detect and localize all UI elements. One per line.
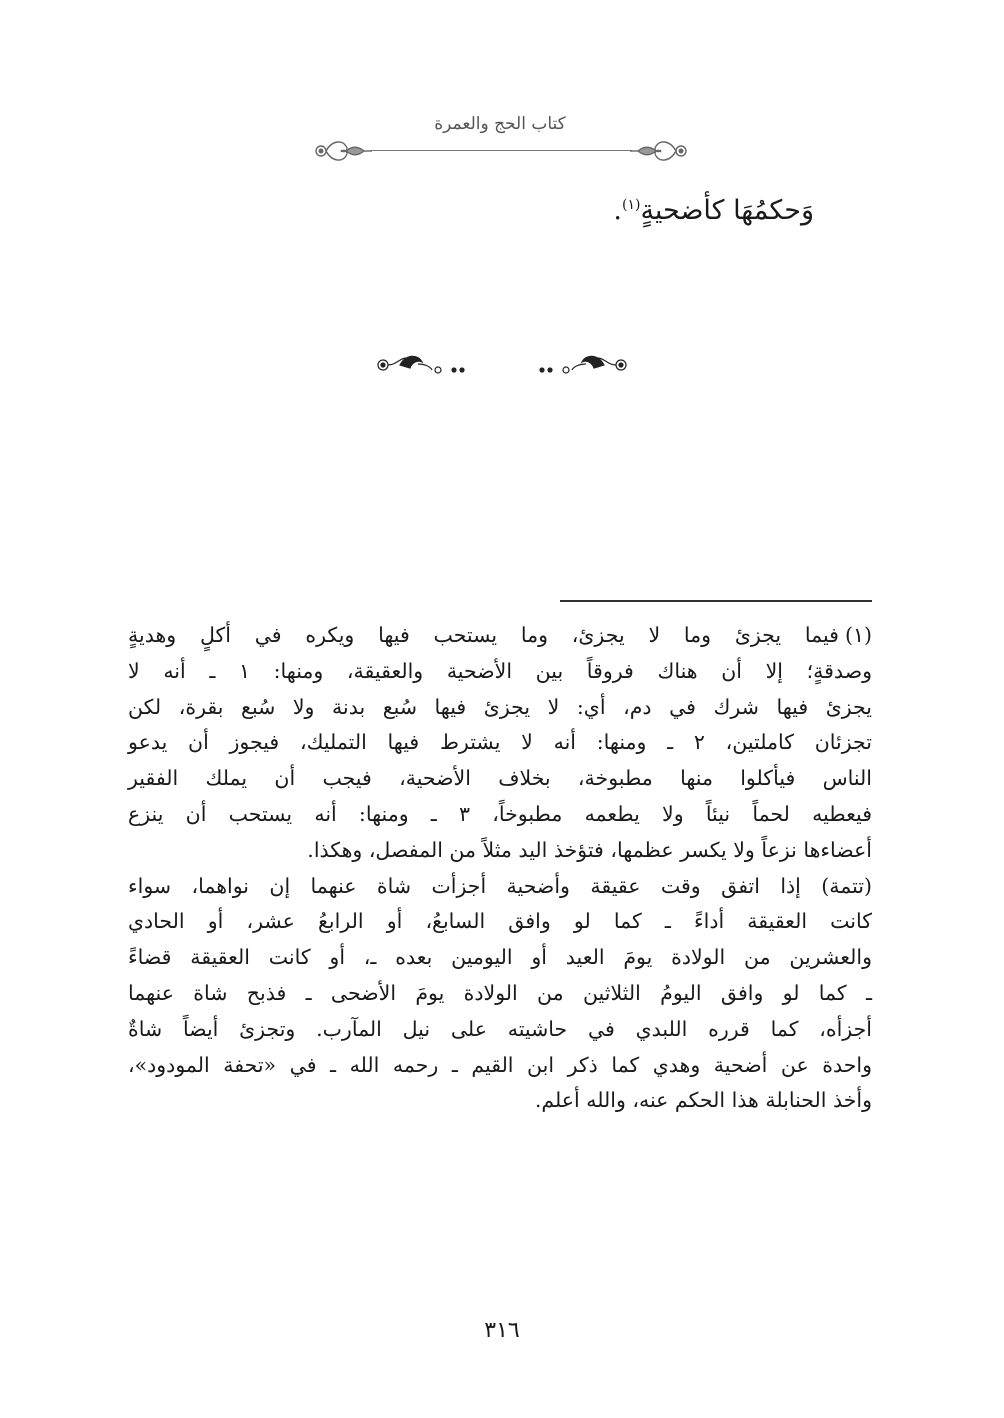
footnote-line: أجزأه، كما قرره اللبدي في حاشيته على نيل المآرب. وتجزئ أيضاً شاةٌ [128,1016,872,1041]
footnote-line: كانت العقيقة أداءً ـ كما لو وافق السابعُ، أو الرابعُ عشر، أو الحادي [128,909,872,934]
book-title: كتاب الحج والعمرة [434,114,566,134]
footnote-line: ـ كما لو وافق اليومُ الثلاثين من الولادة يومَ الأضحى ـ فذبح شاة عنهما [128,980,872,1005]
footnote-line: أعضاءها نزعاً ولا يكسر عظمها، فتؤخذ اليد مثلاً من المفصل، وهكذا. [307,837,872,862]
end-mark: . [613,195,622,226]
header-rule [370,150,632,151]
footnote-number: (١) [844,623,872,647]
page-number: ٣١٦ [484,1318,520,1343]
footnote-reference[interactable]: (١) [621,197,641,213]
header-ornament-right-icon [630,134,690,168]
main-text: وَحكمُهَا كأضحيةٍ [640,195,814,226]
footnote-line: (١)فيما يجزئ وما لا يجزئ، وما يستحب فيها ويكره في أكلٍ وهديةٍ [128,623,872,647]
footnote-separator [560,600,872,602]
footnote-line: تجزئان كاملتين، ٢ ـ ومنها: أنه لا يشترط فيها التمليك، فيجوز أن يدعو [128,730,872,755]
footnote-line: (تتمة) إذا اتفق وقت عقيقة وأضحية أجزأت شاة عنهما إن نواهما، سواء [128,873,872,898]
footnote [128,618,872,1119]
footnote-line: وأخذ الحنابلة هذا الحكم عنه، والله أعلم. [534,1088,872,1113]
footnote-line: واحدة عن أضحية وهدي كما ذكر ابن القيم ـ رحمه الله ـ في «تحفة المودود»، [128,1052,872,1077]
main-text-line [613,195,814,226]
footnote-line: والعشرين من الولادة يومَ العيد أو اليومين بعده ـ، أو كانت العقيقة قضاءً [128,945,872,970]
section-divider-ornament-icon [370,350,634,380]
footnote-line: الناس فيأكلوا منها مطبوخة، بخلاف الأضحية، فيجب أن يملك الفقير [128,766,872,791]
footnote-line: وصدقةٍ؛ إلا أن هناك فروقاً بين الأضحية والعقيقة، ومنها: ١ ـ أنه لا [128,658,872,683]
footnote-line: فيعطيه لحماً نيئاً ولا يطعمه مطبوخاً، ٣ ـ ومنها: أنه يستحب أن ينزع [128,801,872,826]
header-ornament-left-icon [312,134,372,168]
footnote-line: يجزئ فيها شرك في دم، أي: لا يجزئ فيها سُبع بدنة ولا سُبع بقرة، لكن [128,694,872,719]
